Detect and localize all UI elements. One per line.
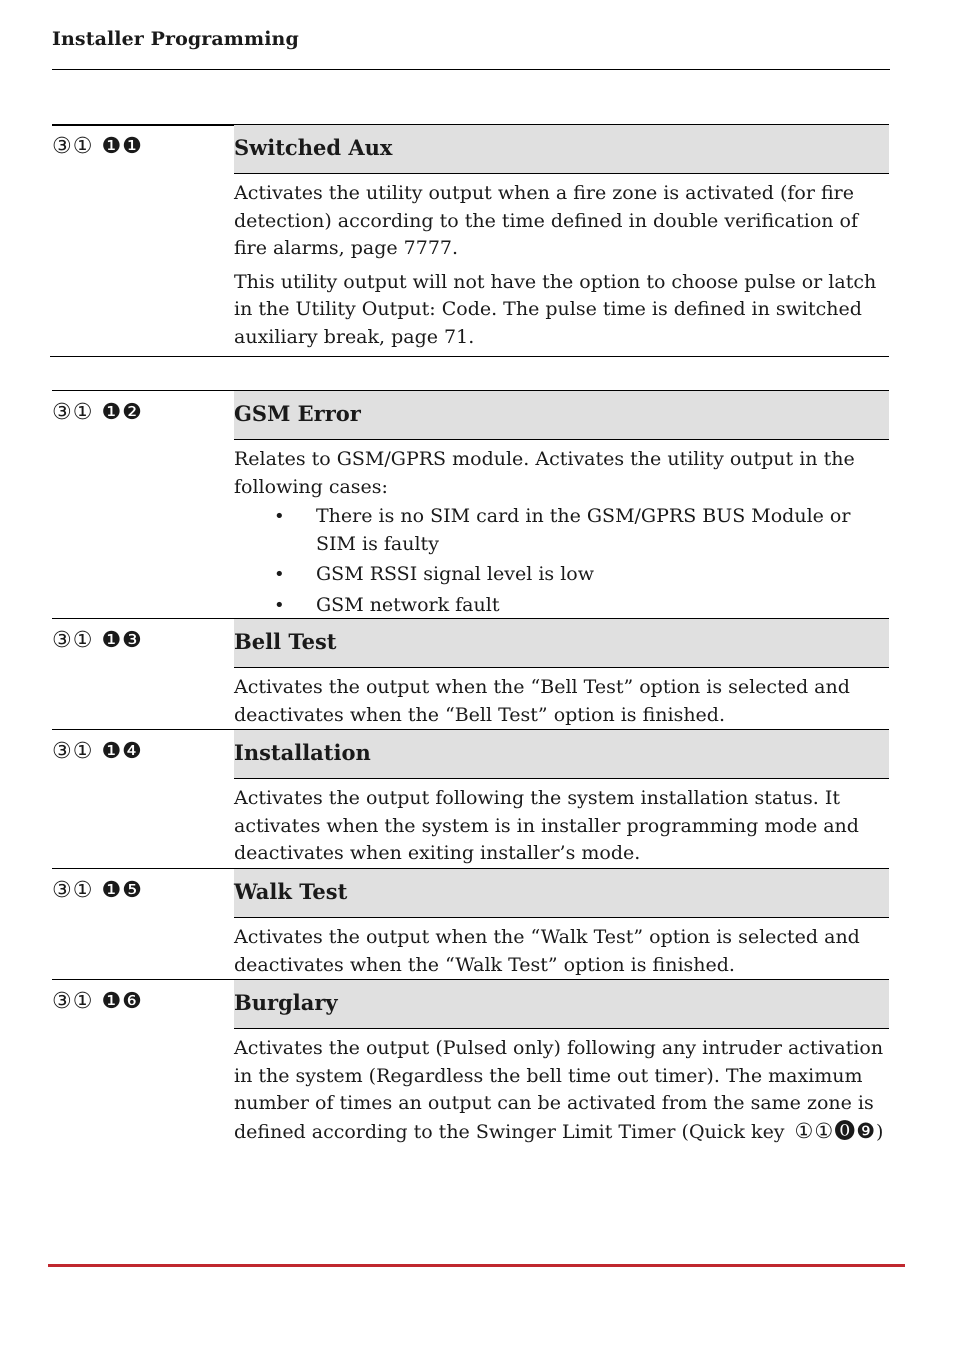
key-outline-digits: ③① xyxy=(52,878,94,903)
entry-description xyxy=(234,785,889,874)
description-paragraph: Activates the output when the “Walk Test” option is selected and deactivates when the “Walk Test” option is finished. xyxy=(234,926,860,976)
footer-divider xyxy=(48,1264,905,1267)
list-item: • There is no SIM card in the GSM/GPRS BUS Module or SIM is faulty xyxy=(234,503,889,558)
description-paragraph: Activates the output when the “Bell Test” option is selected and deactivates when the “Bell Test” option is finished. xyxy=(234,676,850,726)
entry-description xyxy=(234,446,889,622)
entry-description xyxy=(234,180,889,357)
key-filled-digits: ❶❺ xyxy=(101,878,143,903)
key-filled-digits: ❶❹ xyxy=(101,739,143,764)
description-paragraph: Activates the utility output when a fire zone is activated (for fire detection) according to the time defined in double verification of fire alarms, page 7777. xyxy=(234,182,859,259)
entry-title: Walk Test xyxy=(234,879,348,904)
quick-key-code xyxy=(52,989,143,1014)
page-header-title: Installer Programming xyxy=(52,28,299,50)
key-outline-digits: ③① xyxy=(52,989,94,1014)
key-filled-digits: ❶❸ xyxy=(101,628,143,653)
description-paragraph: Relates to GSM/GPRS module. Activates the utility output in the following cases: xyxy=(234,448,855,498)
entry-title-bar xyxy=(234,869,889,918)
entry-title-bar xyxy=(234,980,889,1029)
description-paragraph xyxy=(234,1035,889,1146)
quick-key-code xyxy=(52,628,143,653)
entry-title-bar xyxy=(234,730,889,779)
entry-description xyxy=(234,924,889,985)
entry-description xyxy=(234,1035,889,1152)
key-outline-digits: ③① xyxy=(52,400,94,425)
inline-quick-key: ①①⓿❾ xyxy=(794,1118,877,1143)
key-filled-digits: ❶❻ xyxy=(101,989,143,1014)
key-outline-digits: ③① xyxy=(52,628,94,653)
quick-key-code xyxy=(52,400,143,425)
key-filled-digits: ❶❷ xyxy=(101,400,143,425)
entry-title: Installation xyxy=(234,740,371,765)
entry-bottom-rule xyxy=(50,356,889,357)
header-divider xyxy=(52,69,890,70)
entry-title-bar xyxy=(234,391,889,440)
entry-title: Bell Test xyxy=(234,629,337,654)
entry-title: Switched Aux xyxy=(234,135,393,160)
key-outline-digits: ③① xyxy=(52,134,94,159)
entry-title: Burglary xyxy=(234,990,338,1015)
description-paragraph: Activates the output following the system installation status. It activates when the system is in installer programming mode and deactivates when exiting installer’s mode. xyxy=(234,787,859,864)
key-filled-digits: ❶❶ xyxy=(101,134,143,159)
entry-description xyxy=(234,674,889,735)
quick-key-code xyxy=(52,739,143,764)
list-item: • GSM RSSI signal level is low xyxy=(234,561,889,589)
description-text: Activates the output (Pulsed only) following any intruder activation in the system (Regardless the bell time out timer). The maximum number of times an output can be activated from the same zone is defined according to the Swinger Limit Timer (Quick key xyxy=(234,1037,884,1143)
key-outline-digits: ③① xyxy=(52,739,94,764)
entry-title-bar xyxy=(234,619,889,668)
entry-title-bar xyxy=(234,125,889,174)
quick-key-code xyxy=(52,134,143,159)
quick-key-code xyxy=(52,878,143,903)
closing-parenthesis: ) xyxy=(876,1120,884,1143)
entry-title: GSM Error xyxy=(234,401,361,426)
list-item: • GSM network fault xyxy=(234,592,889,620)
case-list xyxy=(234,503,889,619)
description-paragraph: This utility output will not have the option to choose pulse or latch in the Utility Output: Code. The pulse time is defined in switched auxiliary break, page 71. xyxy=(234,270,877,348)
